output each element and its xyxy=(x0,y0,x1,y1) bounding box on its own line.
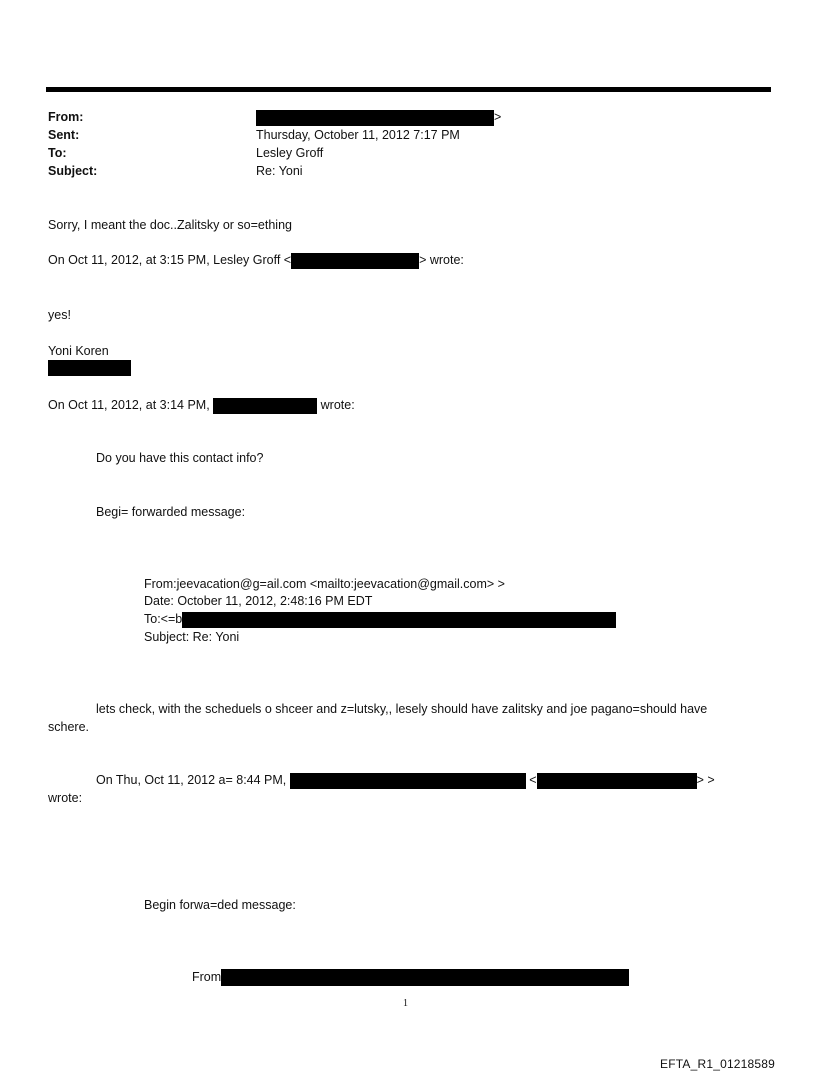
redaction-bar xyxy=(48,360,131,376)
redaction-bar xyxy=(290,773,526,789)
fwd-subject: Subject: Re: Yoni xyxy=(144,630,240,644)
to-label: To: xyxy=(48,146,67,160)
sent-value: Thursday, October 11, 2012 7:17 PM xyxy=(256,128,460,142)
fwd-to xyxy=(144,611,616,628)
quote-header-2-suffix: wrote: xyxy=(320,398,355,412)
subject-label: Subject: xyxy=(48,164,98,178)
document-id: EFTA_R1_01218589 xyxy=(660,1057,776,1071)
sent-label: Sent: xyxy=(48,128,80,142)
quote-header-1 xyxy=(48,252,464,269)
fwd-to-prefix: To:<=b xyxy=(144,612,183,626)
body-line-lets-check: lets check, with the scheduels o shceer and z=lutsky,, lesely should have zalitsky and joe pagano=should have xyxy=(96,702,708,716)
body-line-yes: yes! xyxy=(48,308,71,322)
redaction-bar xyxy=(213,398,317,414)
redaction-bar xyxy=(221,969,629,986)
fwd-from: From:jeevacation@g=ail.com <mailto:jeevacation@gmail.com> > xyxy=(144,577,505,591)
forward-header-1: Begi= forwarded message: xyxy=(96,505,246,519)
quote-header-1-suffix: > wrote: xyxy=(419,253,464,267)
body-line-question: Do you have this contact info? xyxy=(96,451,264,465)
from-value xyxy=(256,109,501,126)
signature-name: Yoni Koren xyxy=(48,344,109,358)
body-line-sorry: Sorry, I meant the doc..Zalitsky or so=ething xyxy=(48,218,292,232)
redaction-bar xyxy=(256,110,494,126)
quote-header-2 xyxy=(48,397,355,414)
fwd-date: Date: October 11, 2012, 2:48:16 PM EDT xyxy=(144,594,373,608)
fwd-from-last xyxy=(192,969,629,986)
quote-header-3-mid: < xyxy=(529,773,537,787)
to-value: Lesley Groff xyxy=(256,146,324,160)
subject-value: Re: Yoni xyxy=(256,164,303,178)
quote-header-3 xyxy=(96,772,715,789)
body-line-lets-check-cont: schere. xyxy=(48,720,89,734)
forward-header-2: Begin forwa=ded message: xyxy=(144,898,296,912)
page-number: 1 xyxy=(403,998,408,1009)
quote-header-2-prefix: On Oct 11, 2012, at 3:14 PM, xyxy=(48,398,210,412)
from-label: From: xyxy=(48,110,84,124)
from-tail: > xyxy=(494,110,502,124)
redaction-bar xyxy=(291,253,419,269)
quote-header-3-prefix: On Thu, Oct 11, 2012 a= 8:44 PM, xyxy=(96,773,287,787)
quote-header-3-suffix: > > xyxy=(696,773,715,787)
quote-header-1-prefix: On Oct 11, 2012, at 3:15 PM, Lesley Groff < xyxy=(48,253,292,267)
redaction-bar xyxy=(537,773,697,789)
quote-header-3-cont: wrote: xyxy=(48,791,83,805)
header-divider xyxy=(46,87,771,92)
redaction-bar xyxy=(182,612,616,628)
fwd-from-last-label: From xyxy=(192,970,222,984)
